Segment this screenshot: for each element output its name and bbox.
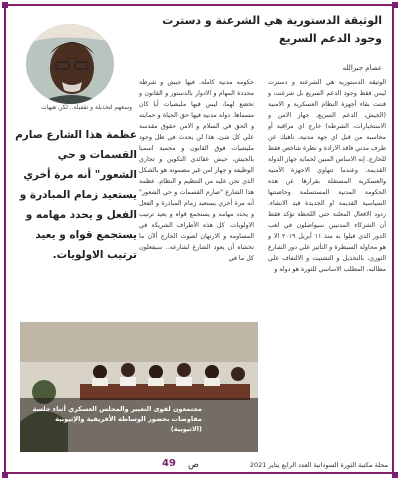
body-column-right: الوثيقة الدستورية هي الشرعنة و دسترت ليس فقط وجود الدعم السريع بل شرعنت و قننت بقاء أجهزة النظام العسكرية و الامنية (الجيش، الدعم السريع، جهاز الامن و الاستخبارات، الشرطة) خارج اي مراقبة أو محاسبة من قبل اي جهة مدنية، ناهيك عن طرف مدني فاقد الارادة و نظرة شاخص فقط للخارج. إنه الاساس المتين لحماية جهاز الدولة القديمة. وعندما تتهاوي الاجهزة الأمنية والعسكرية المستقلة بقرارها عن هذه الحكومة المدنية المستسلمة وحاضنتها السياسية القديمة او الجديدة قيد الانشاء. ردود الافعال المعلنة حتي اللحظة تؤكد فقط أن الشركاء المدنيين سيواصلون في لعب الدور الذي قبلوا به منذ ١١ أبريل ٢٠١٩ الا و هو محاولة السيطرة و التأثير علي دور الشارع الثوري، بالتخذيل و التشتيت و الالتفاف علي مطالبه، المطلب الاساسي للثورة هو دولة و: [268, 79, 386, 273]
figure-caption: مجتمعون لقوى التغيير والمجلس العسكري أثناء جلسة مفاوضات بحضور الوساطة الأفريقية والإثيوبية (الاثيوبية): [32, 405, 202, 433]
article-title: الوثيقة الدستورية هي الشرعنة و دسترت وجود الدعم السريع: [162, 14, 382, 45]
page-label: ص: [188, 460, 199, 470]
body-column-middle: حكومه مدنية كاملة. فيها جيش و شرطة محددة المهام و الادوار بالدستور و القانون و تخضع لهما، ليس فيها مليشيات أيا كان مسماها. دولة مدنية فيها حق الحياة و حمايته و الحق في السلام و الامن حقوق مقدسة علي كل شئ. هذا لن يحدث في ظل وجود مليشيات فوق القانون و محمية اسميا بالجيش، حيش عقائدي التكوين و تجاري الوظيفة و جهاز امن غير مضمونة هو بالشكل الذي نحن عليه من التنظيم و النظام. عظمة هذا الشارع "صارم القسمات و حي الشعور" أنه مرة أخري يستعيد زمام المبادرة و الفعل و يحدد مهامه و يستجمع قواه و يعيد ترتيب الاولويات. كل هذه الأطراف الشريكة في المساومة و الارتهان لصوت الخارج ألآن ما تخشاه أن يعود الشارع لشارعه.. سيفعلون كل ما في: [139, 79, 254, 262]
page-footer: [12, 458, 388, 472]
pull-quote: عظمة هذا الشارع صارم القسمات و حي الشعور" أنه مرة أخري يستعيد زمام المبادرة و الفعل و يحدد مهامه و يستجمع قواه و يعيد ترتيب الاولويات.: [15, 129, 137, 261]
magazine-title: مجلة مكتبة الثورة السودانية العدد الرابع يناير 2021: [249, 461, 388, 469]
frame-corner-ornament: [2, 2, 8, 8]
article-author: عصام جبرالله: [342, 64, 382, 72]
photo-caption: وسعهم لتخذيلة و تقفيلة.. لكن هيهات: [40, 104, 132, 111]
frame-corner-ornament: [392, 2, 398, 8]
portrait-image: [26, 24, 114, 104]
frame-corner-ornament: [2, 472, 8, 478]
page-number: 49: [162, 458, 176, 469]
author-photo: [26, 24, 114, 104]
frame-corner-ornament: [392, 472, 398, 478]
